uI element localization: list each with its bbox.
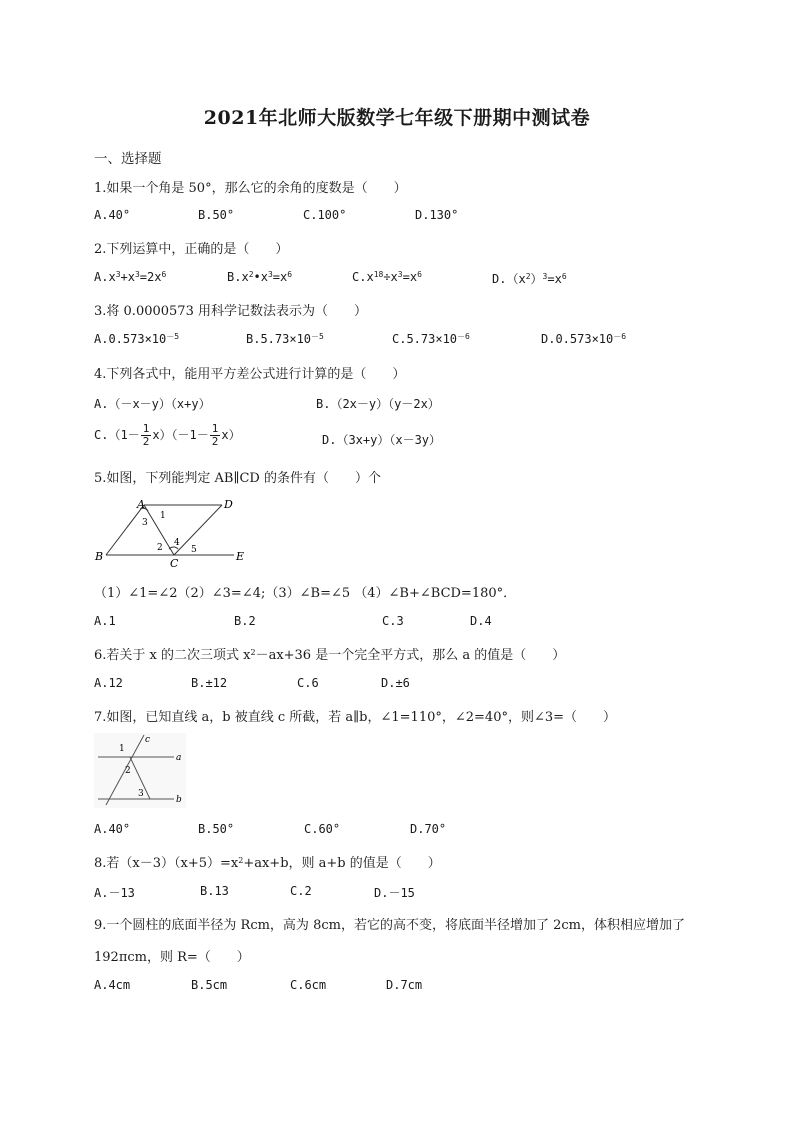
q5-option-d[interactable]: D.4 <box>470 614 492 628</box>
question-8-stem: 8.若$(x-3)(x+5)=x^2+ax+b$，则 a+b 的值是（ ） <box>94 856 441 871</box>
q6-option-c[interactable]: C.6 <box>297 676 319 690</box>
fig-angle-3: 3 <box>142 518 148 528</box>
q1-option-a[interactable]: A.40° <box>94 208 131 222</box>
fig-angle-5: 5 <box>191 545 197 555</box>
question-2-stem: 2.下列运算中，正确的是（ ） <box>94 242 289 257</box>
fig-angle-1: 1 <box>119 744 125 754</box>
question-7-stem: 7.如图，已知直线 a，b 被直线 c 所截，若 a∥b，∠1=110°，∠2=40°，则∠3=（ ） <box>94 710 617 725</box>
q5-conditions: （1）∠1=∠2（2）∠3=∠4;（3）∠B=∠5 （4）∠B+∠BCD=180°． <box>94 586 517 601</box>
fig-label-C: C <box>170 557 179 570</box>
fig-label-E: E <box>236 550 244 563</box>
q8-option-b[interactable]: B.13 <box>200 884 229 898</box>
q8-option-a[interactable]: A.－13 <box>94 886 135 900</box>
q5-option-c[interactable]: C.3 <box>382 614 404 628</box>
q6-option-a[interactable]: A.12 <box>94 676 123 690</box>
q7-parallel-lines-figure <box>94 733 186 808</box>
q2-option-a[interactable]: $A.x^3+x^3=2x^6$ <box>94 270 167 284</box>
q1-option-b[interactable]: B.50° <box>198 208 235 222</box>
q3-option-c[interactable]: $C.5.73\times 10^{-6}$ <box>392 332 470 346</box>
q9-option-d[interactable]: D.7cm <box>386 978 423 992</box>
question-3-stem: 3.将 0.0000573 用科学记数法表示为（ ） <box>94 304 367 319</box>
q2-option-b[interactable]: $B.x^2•x^3=x^6$ <box>227 270 293 284</box>
section-heading: 一、选择题 <box>94 151 162 167</box>
fraction-one-half: $\frac{1}{2}$ <box>211 422 219 448</box>
question-9-stem-line2: 192πcm，则 R=（ ） <box>94 950 250 965</box>
q8-option-c[interactable]: C.2 <box>290 884 312 898</box>
q5-parallelogram-figure <box>94 494 244 570</box>
q6-option-d[interactable]: D.±6 <box>381 676 410 690</box>
question-5-stem: 5.如图，下列能判定 AB∥CD 的条件有（ ）个 <box>94 471 381 486</box>
q1-option-d[interactable]: D.130° <box>415 208 459 222</box>
question-1-stem: 1.如果一个角是 50°，那么它的余角的度数是（ ） <box>94 181 407 196</box>
q5-option-a[interactable]: A.1 <box>94 614 116 628</box>
fig-line-a: a <box>176 753 182 763</box>
q1-option-c[interactable]: C.100° <box>303 208 347 222</box>
page-title: 2021年北师大版数学七年级下册期中测试卷 <box>203 107 591 129</box>
q2-option-c[interactable]: $C.x^{18}\div x^3=x^6$ <box>352 270 422 284</box>
q6-option-b[interactable]: B.±12 <box>191 676 228 690</box>
fig-angle-1: 1 <box>160 511 166 521</box>
question-9-stem-line1: 9.一个圆柱的底面半径为 Rcm，高为 8cm，若它的高不变，将底面半径增加了 2cm，体积相应增加了 <box>94 918 685 933</box>
fig-label-D: D <box>224 498 233 511</box>
q4-option-a[interactable]: A.（－x－y）（x+y） <box>94 397 211 411</box>
q2-option-d[interactable]: $D.(x^2)^3=x^6$ <box>492 272 567 286</box>
q9-option-a[interactable]: A.4cm <box>94 978 131 992</box>
fraction-one-half: $\frac{1}{2}$ <box>142 422 150 448</box>
question-4-stem: 4.下列各式中，能用平方差公式进行计算的是（ ） <box>94 367 406 382</box>
fig-line-b: b <box>176 795 182 805</box>
q9-option-c[interactable]: C.6cm <box>290 978 327 992</box>
q3-option-a[interactable]: $A.0.573\times 10^{-5}$ <box>94 332 180 346</box>
fig-line-c: c <box>145 735 151 745</box>
q7-option-d[interactable]: D.70° <box>410 822 447 836</box>
fig-label-B: B <box>95 550 104 563</box>
q4-option-c[interactable]: C.（1－ $\frac{1}{2}$ x）（－1－ $\frac{1}{2}$ x） <box>94 422 241 448</box>
q7-option-b[interactable]: B.50° <box>198 822 235 836</box>
q3-option-d[interactable]: $D.0.573\times 10^{-6}$ <box>541 332 627 346</box>
fig-angle-2: 2 <box>125 766 131 776</box>
question-6-stem: 6.若关于 x 的二次三项式 $x^2-ax+36$ 是一个完全平方式，那么 a 的值是（ ） <box>94 648 566 663</box>
q4-option-b[interactable]: B.（2x－y）（y－2x） <box>316 397 440 411</box>
fig-angle-3: 3 <box>138 789 144 799</box>
q4-option-d[interactable]: D.（3x+y）（x－3y） <box>322 433 442 447</box>
q7-option-a[interactable]: A.40° <box>94 822 131 836</box>
q7-option-c[interactable]: C.60° <box>304 822 341 836</box>
q5-option-b[interactable]: B.2 <box>234 614 256 628</box>
q8-option-d[interactable]: D.－15 <box>374 886 415 900</box>
q3-option-b[interactable]: $B.5.73\times 10^{-5}$ <box>246 332 324 346</box>
q9-option-b[interactable]: B.5cm <box>191 978 228 992</box>
fig-angle-2: 2 <box>157 543 163 553</box>
fig-angle-4: 4 <box>174 538 180 548</box>
fig-label-A: A <box>137 498 145 511</box>
